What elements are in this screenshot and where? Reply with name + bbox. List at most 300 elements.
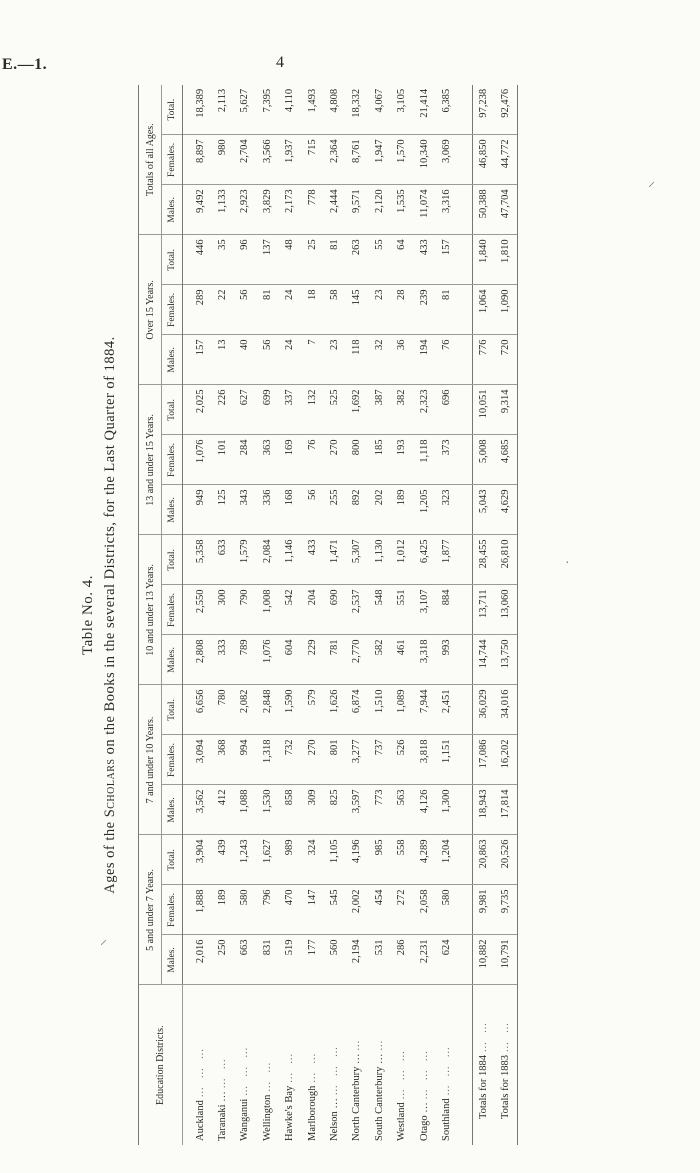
caption-rest: on the Books in the several Districts, for the Last Quarter of 1884. — [102, 336, 118, 759]
spacer-cell — [458, 785, 473, 835]
value-cell: 1,535 — [391, 185, 413, 235]
value-cell: 336 — [256, 485, 278, 535]
value-cell: 229 — [301, 635, 323, 685]
value-cell: 985 — [368, 835, 390, 885]
district-cell — [183, 985, 212, 1145]
page-mark: ⸝ — [100, 933, 107, 948]
value-cell: 558 — [391, 835, 413, 885]
total-header: Total. — [162, 385, 183, 435]
value-cell: 157 — [435, 235, 457, 285]
district-name: Southland — [440, 1098, 452, 1141]
value-cell: 81 — [256, 285, 278, 335]
value-cell: 3,316 — [435, 185, 457, 235]
value-cell: 1,076 — [256, 635, 278, 685]
table-row — [323, 85, 345, 1145]
totals-label: Totals for 1883 — [500, 1054, 512, 1119]
total-value-cell: 1,840 — [472, 235, 495, 285]
leader-dots: … … — [261, 1059, 273, 1092]
value-cell: 250 — [211, 935, 233, 985]
value-cell: 732 — [279, 735, 301, 785]
value-cell: 1,130 — [368, 535, 390, 585]
value-cell: 531 — [368, 935, 390, 985]
value-cell: 289 — [183, 285, 212, 335]
value-cell: 2,537 — [346, 585, 368, 635]
value-cell: 55 — [368, 235, 390, 285]
value-cell: 2,113 — [211, 85, 233, 135]
spacer-cell — [458, 535, 473, 585]
age-group-header: Over 15 Years. — [139, 235, 162, 385]
value-cell: 263 — [346, 235, 368, 285]
value-cell: 137 — [256, 235, 278, 285]
value-cell: 147 — [301, 885, 323, 935]
value-cell: 202 — [368, 485, 390, 535]
district-cell — [211, 985, 233, 1145]
value-cell: 64 — [391, 235, 413, 285]
total-value-cell: 44,772 — [495, 135, 518, 185]
leader-dots: … … … — [194, 1045, 206, 1098]
value-cell: 324 — [301, 835, 323, 885]
value-cell: 125 — [211, 485, 233, 535]
district-cell — [346, 985, 368, 1145]
table-row — [435, 85, 457, 1145]
total-value-cell: 34,016 — [495, 685, 518, 735]
value-cell: 24 — [279, 335, 301, 385]
value-cell: 773 — [368, 785, 390, 835]
table-row — [234, 85, 256, 1145]
value-cell: 239 — [413, 285, 435, 335]
spacer-cell — [458, 735, 473, 785]
value-cell: 21,414 — [413, 85, 435, 135]
value-cell: 696 — [435, 385, 457, 435]
value-cell: 3,566 — [256, 135, 278, 185]
value-cell: 9,492 — [183, 185, 212, 235]
value-cell: 2,808 — [183, 635, 212, 685]
value-cell: 1,471 — [323, 535, 345, 585]
value-cell: 8,761 — [346, 135, 368, 185]
total-value-cell: 1,810 — [495, 235, 518, 285]
value-cell: 3,818 — [413, 735, 435, 785]
value-cell: 580 — [435, 885, 457, 935]
males-header: Males. — [162, 185, 183, 235]
leader-dots: … … — [500, 1019, 512, 1053]
value-cell: 4,067 — [368, 85, 390, 135]
value-cell: 1,570 — [391, 135, 413, 185]
age-group-header: 10 and under 13 Years. — [139, 535, 162, 685]
value-cell: 2,848 — [256, 685, 278, 735]
value-cell: 1,318 — [256, 735, 278, 785]
value-cell: 519 — [279, 935, 301, 985]
value-cell: 1,105 — [323, 835, 345, 885]
value-cell: 11,074 — [413, 185, 435, 235]
value-cell: 36 — [391, 335, 413, 385]
total-value-cell: 13,711 — [472, 585, 495, 635]
value-cell: 781 — [323, 635, 345, 685]
district-name: Auckland — [194, 1100, 206, 1141]
value-cell: 470 — [279, 885, 301, 935]
value-cell: 96 — [234, 235, 256, 285]
females-header: Females. — [162, 285, 183, 335]
district-cell — [413, 985, 435, 1145]
value-cell: 6,874 — [346, 685, 368, 735]
value-cell: 382 — [391, 385, 413, 435]
value-cell: 3,277 — [346, 735, 368, 785]
district-name: Otago … — [418, 1102, 430, 1141]
value-cell: 1,579 — [234, 535, 256, 585]
district-cell — [435, 985, 457, 1145]
value-cell: 2,770 — [346, 635, 368, 685]
spacer-cell — [458, 835, 473, 885]
value-cell: 25 — [301, 235, 323, 285]
leader-dots: … … … — [440, 1044, 452, 1096]
value-cell: 3,562 — [183, 785, 212, 835]
spacer-cell — [458, 935, 473, 985]
value-cell: 81 — [435, 285, 457, 335]
value-cell: 76 — [435, 335, 457, 385]
value-cell: 185 — [368, 435, 390, 485]
value-cell: 3,904 — [183, 835, 212, 885]
value-cell: 18,389 — [183, 85, 212, 135]
leader-dots: … … — [217, 1056, 229, 1089]
value-cell: 309 — [301, 785, 323, 835]
value-cell: 545 — [323, 885, 345, 935]
value-cell: 3,829 — [256, 185, 278, 235]
age-group-header-row — [139, 85, 162, 1145]
value-cell: 193 — [391, 435, 413, 485]
total-value-cell: 47,704 — [495, 185, 518, 235]
rotated-table-page — [80, 65, 512, 1145]
page-mark: ⸝ — [648, 175, 655, 190]
value-cell: 2,194 — [346, 935, 368, 985]
table-number-title: Table No. 4. — [80, 575, 96, 655]
total-value-cell: 10,791 — [495, 935, 518, 985]
value-cell: 980 — [211, 135, 233, 185]
value-cell: 270 — [301, 735, 323, 785]
district-cell — [279, 985, 301, 1145]
value-cell: 2,704 — [234, 135, 256, 185]
value-cell: 58 — [323, 285, 345, 335]
total-value-cell: 36,029 — [472, 685, 495, 735]
value-cell: 1,204 — [435, 835, 457, 885]
value-cell: 994 — [234, 735, 256, 785]
value-cell: 5,627 — [234, 85, 256, 135]
table-row — [256, 85, 278, 1145]
value-cell: 2,923 — [234, 185, 256, 235]
totals-label-cell — [495, 985, 518, 1145]
males-header: Males. — [162, 635, 183, 685]
value-cell: 194 — [413, 335, 435, 385]
spacer-cell — [458, 685, 473, 735]
totals-row — [495, 85, 518, 1145]
value-cell: 892 — [346, 485, 368, 535]
value-cell: 548 — [368, 585, 390, 635]
district-cell — [301, 985, 323, 1145]
spacer-cell — [458, 185, 473, 235]
value-cell: 1,118 — [413, 435, 435, 485]
value-cell: 526 — [391, 735, 413, 785]
total-value-cell: 9,981 — [472, 885, 495, 935]
value-cell: 801 — [323, 735, 345, 785]
district-header: Education Districts. — [139, 985, 183, 1145]
value-cell: 157 — [183, 335, 212, 385]
total-header: Total. — [162, 85, 183, 135]
district-cell — [256, 985, 278, 1145]
district-cell — [368, 985, 390, 1145]
value-cell: 2,016 — [183, 935, 212, 985]
value-cell: 18,332 — [346, 85, 368, 135]
value-cell: 13 — [211, 335, 233, 385]
total-value-cell: 14,744 — [472, 635, 495, 685]
value-cell: 101 — [211, 435, 233, 485]
value-cell: 796 — [256, 885, 278, 935]
total-value-cell: 28,455 — [472, 535, 495, 585]
value-cell: 1,888 — [183, 885, 212, 935]
district-cell — [234, 985, 256, 1145]
value-cell: 580 — [234, 885, 256, 935]
value-cell: 563 — [391, 785, 413, 835]
total-value-cell: 1,090 — [495, 285, 518, 335]
value-cell: 780 — [211, 685, 233, 735]
value-cell: 168 — [279, 485, 301, 535]
table-row — [391, 85, 413, 1145]
value-cell: 2,025 — [183, 385, 212, 435]
value-cell: 333 — [211, 635, 233, 685]
value-cell: 2,120 — [368, 185, 390, 235]
value-cell: 3,597 — [346, 785, 368, 835]
totals-label: Totals for 1884 — [478, 1054, 490, 1119]
total-header: Total. — [162, 685, 183, 735]
value-cell: 272 — [391, 885, 413, 935]
value-cell: 9,571 — [346, 185, 368, 235]
value-cell: 831 — [256, 935, 278, 985]
district-name: North Canterbury … — [351, 1053, 363, 1141]
total-value-cell: 1,064 — [472, 285, 495, 335]
value-cell: 1,937 — [279, 135, 301, 185]
value-cell: 10,340 — [413, 135, 435, 185]
value-cell: 560 — [323, 935, 345, 985]
value-cell: 23 — [323, 335, 345, 385]
caption-lead: Ages of the — [102, 817, 118, 894]
value-cell: 2,550 — [183, 585, 212, 635]
table-row — [301, 85, 323, 1145]
value-cell: 2,084 — [256, 535, 278, 585]
total-value-cell: 50,388 — [472, 185, 495, 235]
leader-dots: … … … — [239, 1044, 251, 1097]
totals-label-cell — [472, 985, 495, 1145]
spacer-cell — [458, 335, 473, 385]
value-cell: 2,444 — [323, 185, 345, 235]
value-cell: 7,944 — [413, 685, 435, 735]
leader-dots: … — [373, 1037, 385, 1051]
spacer-cell — [458, 385, 473, 435]
value-cell: 778 — [301, 185, 323, 235]
leader-dots: … … — [284, 1050, 296, 1084]
table-row — [413, 85, 435, 1145]
value-cell: 699 — [256, 385, 278, 435]
value-cell: 624 — [435, 935, 457, 985]
value-cell: 1,590 — [279, 685, 301, 735]
value-cell: 28 — [391, 285, 413, 335]
males-header: Males. — [162, 335, 183, 385]
leader-dots: … … … — [396, 1047, 408, 1100]
spacer-cell — [458, 135, 473, 185]
value-cell: 2,173 — [279, 185, 301, 235]
table-row — [211, 85, 233, 1145]
value-cell: 177 — [301, 935, 323, 985]
value-cell: 189 — [211, 885, 233, 935]
value-cell: 270 — [323, 435, 345, 485]
age-group-header: 13 and under 15 Years. — [139, 385, 162, 535]
value-cell: 2,364 — [323, 135, 345, 185]
spacer-cell — [458, 985, 473, 1145]
total-header: Total. — [162, 235, 183, 285]
value-cell: 993 — [435, 635, 457, 685]
value-cell: 1,076 — [183, 435, 212, 485]
value-cell: 627 — [234, 385, 256, 435]
value-cell: 4,808 — [323, 85, 345, 135]
leader-dots: … — [351, 1037, 363, 1051]
value-cell: 1,510 — [368, 685, 390, 735]
total-value-cell: 17,086 — [472, 735, 495, 785]
value-cell: 145 — [346, 285, 368, 335]
age-group-header: Totals of all Ages. — [139, 85, 162, 235]
total-value-cell: 20,526 — [495, 835, 518, 885]
value-cell: 2,002 — [346, 885, 368, 935]
value-cell: 1,008 — [256, 585, 278, 635]
value-cell: 1,243 — [234, 835, 256, 885]
table-row — [368, 85, 390, 1145]
total-value-cell: 17,814 — [495, 785, 518, 835]
value-cell: 433 — [301, 535, 323, 585]
value-cell: 118 — [346, 335, 368, 385]
district-cell — [323, 985, 345, 1145]
caption-smallcaps: Scholars — [102, 758, 118, 818]
spacer-row — [458, 85, 473, 1145]
total-header: Total. — [162, 535, 183, 585]
total-value-cell: 13,060 — [495, 585, 518, 635]
value-cell: 300 — [211, 585, 233, 635]
spacer-cell — [458, 435, 473, 485]
value-cell: 81 — [323, 235, 345, 285]
value-cell: 825 — [323, 785, 345, 835]
total-value-cell: 4,685 — [495, 435, 518, 485]
value-cell: 132 — [301, 385, 323, 435]
value-cell: 40 — [234, 335, 256, 385]
total-value-cell: 18,943 — [472, 785, 495, 835]
value-cell: 368 — [211, 735, 233, 785]
value-cell: 7 — [301, 335, 323, 385]
value-cell: 6,425 — [413, 535, 435, 585]
spacer-cell — [458, 85, 473, 135]
value-cell: 286 — [391, 935, 413, 985]
district-name: Marlborough — [306, 1085, 318, 1141]
value-cell: 7,395 — [256, 85, 278, 135]
leader-dots: … … … — [329, 1043, 341, 1096]
value-cell: 6,385 — [435, 85, 457, 135]
value-cell: 48 — [279, 235, 301, 285]
value-cell: 1,088 — [234, 785, 256, 835]
value-cell: 4,110 — [279, 85, 301, 135]
value-cell: 2,058 — [413, 885, 435, 935]
value-cell: 949 — [183, 485, 212, 535]
value-cell: 461 — [391, 635, 413, 685]
total-value-cell: 5,008 — [472, 435, 495, 485]
value-cell: 582 — [368, 635, 390, 685]
value-cell: 18 — [301, 285, 323, 335]
value-cell: 715 — [301, 135, 323, 185]
value-cell: 1,205 — [413, 485, 435, 535]
value-cell: 2,451 — [435, 685, 457, 735]
value-cell: 284 — [234, 435, 256, 485]
total-value-cell: 92,476 — [495, 85, 518, 135]
district-name: Wanganui — [239, 1098, 251, 1141]
value-cell: 1,089 — [391, 685, 413, 735]
value-cell: 56 — [301, 485, 323, 535]
spacer-cell — [458, 285, 473, 335]
value-cell: 3,094 — [183, 735, 212, 785]
value-cell: 3,318 — [413, 635, 435, 685]
total-value-cell: 16,202 — [495, 735, 518, 785]
value-cell: 633 — [211, 535, 233, 585]
district-name: South Canterbury … — [373, 1053, 385, 1141]
total-header: Total. — [162, 835, 183, 885]
males-header: Males. — [162, 935, 183, 985]
total-value-cell: 5,043 — [472, 485, 495, 535]
value-cell: 3,107 — [413, 585, 435, 635]
spacer-cell — [458, 235, 473, 285]
table-row — [346, 85, 368, 1145]
value-cell: 2,082 — [234, 685, 256, 735]
table-row — [279, 85, 301, 1145]
value-cell: 789 — [234, 635, 256, 685]
value-cell: 22 — [211, 285, 233, 335]
age-group-header: 5 and under 7 Years. — [139, 835, 162, 985]
table-row — [183, 85, 212, 1145]
value-cell: 412 — [211, 785, 233, 835]
value-cell: 439 — [211, 835, 233, 885]
total-value-cell: 10,882 — [472, 935, 495, 985]
leader-dots: … … — [306, 1050, 318, 1083]
value-cell: 579 — [301, 685, 323, 735]
value-cell: 3,069 — [435, 135, 457, 185]
value-cell: 76 — [301, 435, 323, 485]
value-cell: 1,146 — [279, 535, 301, 585]
value-cell: 337 — [279, 385, 301, 435]
value-cell: 169 — [279, 435, 301, 485]
district-name: Nelson … — [329, 1098, 341, 1141]
page-number: 4 — [276, 54, 284, 71]
totals-row — [472, 85, 495, 1145]
value-cell: 6,656 — [183, 685, 212, 735]
total-value-cell: 720 — [495, 335, 518, 385]
district-name: Westland — [396, 1102, 408, 1141]
spacer-cell — [458, 585, 473, 635]
value-cell: 204 — [301, 585, 323, 635]
total-value-cell: 20,863 — [472, 835, 495, 885]
value-cell: 3,105 — [391, 85, 413, 135]
males-header: Males. — [162, 485, 183, 535]
district-name: Wellington — [261, 1094, 273, 1141]
table-caption — [102, 85, 119, 1145]
value-cell: 1,627 — [256, 835, 278, 885]
page-mark: · — [565, 556, 570, 571]
value-cell: 737 — [368, 735, 390, 785]
district-cell — [391, 985, 413, 1145]
value-cell: 604 — [279, 635, 301, 685]
value-cell: 1,133 — [211, 185, 233, 235]
value-cell: 884 — [435, 585, 457, 635]
value-cell: 1,151 — [435, 735, 457, 785]
value-cell: 551 — [391, 585, 413, 635]
